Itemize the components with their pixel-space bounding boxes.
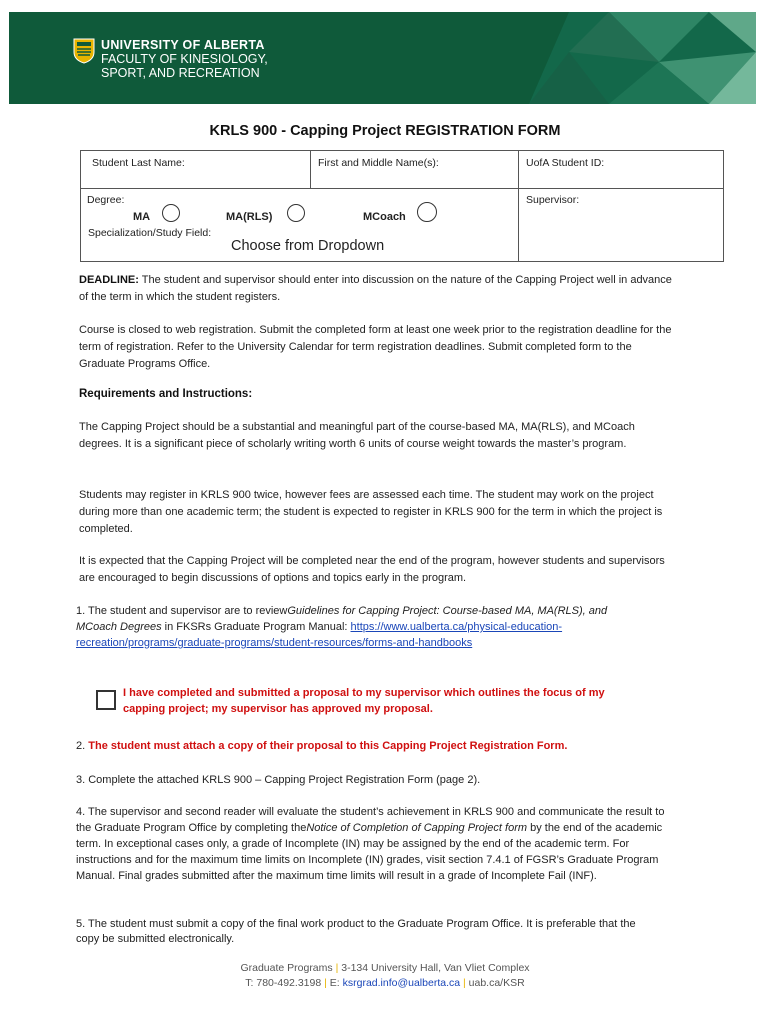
last-name-field[interactable] — [80, 150, 311, 189]
item4-post: by the end of the academic term. In exceptional cases only, a grade of Incomplete (IN) may be assigned by the end of the academic term. For instructions and for the maximum time limits on Incomplete (IN) grades, visit section 7.4.1 of FGSR’s Graduate Program Manual. Final grades submitted after the maximum time limits will result in a grade of Incomplete Fail (INF). — [76, 822, 663, 882]
requirements-paragraph-3: It is expected that the Capping Project will be completed near the end of the program, however students and supervisors are encouraged to begin discussions of options and topics early in the program. — [79, 555, 665, 584]
item1-post: in FKSRs Graduate Program Manual: — [161, 621, 348, 633]
student-id-label: UofA Student ID: — [526, 157, 605, 169]
footer-web-link[interactable]: uab.ca/KSR — [468, 977, 525, 989]
deadline-paragraph — [79, 272, 679, 306]
registration-form-grid — [80, 150, 724, 262]
faculty-name-line2: SPORT, AND RECREATION — [101, 66, 260, 80]
ma-radio[interactable] — [162, 204, 180, 222]
item2-text: The student must attach a copy of their proposal to this Capping Project Registration Form. — [88, 740, 568, 752]
form-title: KRLS 900 - Capping Project REGISTRATION FORM — [209, 123, 561, 139]
instruction-item-2 — [76, 738, 676, 754]
deadline-label: DEADLINE: — [79, 274, 139, 286]
footer-line-2 — [0, 976, 770, 991]
guidelines-title: Guidelines for Capping Project: Course-based MA, MA(RLS), and MCoach Degrees — [76, 605, 608, 633]
mcoach-radio[interactable] — [417, 202, 437, 222]
footer-email-link[interactable]: ksrgrad.info@ualberta.ca — [342, 977, 461, 989]
footer-office: Graduate Programs — [240, 962, 333, 974]
header-banner — [9, 12, 756, 104]
degree-label: Degree: — [87, 194, 125, 206]
footer-email-prefix: E: — [329, 977, 340, 989]
item2-number: 2. — [76, 740, 86, 752]
ma-rls-radio[interactable] — [287, 204, 305, 222]
item4-text: 4. The supervisor and second reader will evaluate the student’s achievement in KRLS 900 and communicate the result to the Graduate Program Office by completing the — [76, 806, 665, 834]
requirements-paragraph-1: The Capping Project should be a substantial and meaningful part of the course-based MA, MA(RLS), and MCoach degrees. It is a significant piece of scholarly writing worth 6 units of course weight towards the master’s program. — [79, 421, 635, 450]
university-name: UNIVERSITY OF ALBERTA — [101, 38, 265, 52]
checkbox-statement: I have completed and submitted a proposal to my supervisor which outlines the focus of my capping project; my supervisor has approved my proposal. — [123, 687, 605, 715]
deadline-text: The student and supervisor should enter into discussion on the nature of the Capping Project well in advance of the term in which the student registers. — [79, 274, 672, 303]
instruction-item-3: 3. Complete the attached KRLS 900 – Capping Project Registration Form (page 2). — [76, 774, 481, 786]
degree-option-ma: MA — [133, 211, 151, 223]
degree-option-mcoach: MCoach — [363, 211, 406, 223]
instruction-item-1 — [76, 603, 646, 651]
last-name-label: Student Last Name: — [92, 157, 185, 169]
footer-separator: | — [335, 962, 339, 974]
faculty-logo-text — [101, 38, 268, 80]
footer-line-1 — [0, 961, 770, 976]
footer-separator: | — [463, 977, 466, 989]
supervisor-label: Supervisor: — [526, 194, 580, 206]
supervisor-field[interactable] — [518, 188, 724, 262]
footer-address: 3-134 University Hall, Van Vliet Complex — [341, 962, 530, 974]
notice-of-completion-title: Notice of Completion of Capping Project form — [306, 822, 528, 834]
university-crest-icon — [73, 38, 95, 64]
item1-text: 1. The student and supervisor are to review — [76, 605, 288, 617]
requirements-heading: Requirements and Instructions: — [79, 388, 253, 400]
forms-handbooks-link[interactable]: https://www.ualberta.ca/physical-education-recreation/programs/graduate-programs/student-resources/forms-and-handbooks — [76, 621, 563, 649]
requirements-paragraph-2: Students may register in KRLS 900 twice, however fees are assessed each time. The student may work on the project during more than one academic term; the student is expected to register in KRLS 900 for the term in which the project is completed. — [79, 489, 663, 535]
degree-option-ma-rls: MA(RLS) — [226, 211, 273, 223]
student-id-field[interactable] — [518, 150, 724, 189]
instruction-item-4 — [76, 804, 671, 884]
proposal-approved-checkbox[interactable] — [96, 690, 116, 710]
footer-separator: | — [324, 977, 327, 989]
closed-registration-paragraph: Course is closed to web registration. Submit the completed form at least one week prior to the registration deadline for the term of registration. Refer to the University Calendar for term registration deadlines. Submit completed form to the Graduate Programs Office. — [79, 324, 672, 370]
specialization-label: Specialization/Study Field: — [88, 227, 212, 239]
specialization-dropdown[interactable]: Choose from Dropdown — [231, 238, 385, 254]
footer-phone: T: 780-492.3198 — [245, 977, 322, 989]
instruction-item-5: 5. The student must submit a copy of the final work product to the Graduate Program Office. It is preferable that the copy be submitted electronically. — [76, 918, 636, 945]
first-name-field[interactable] — [310, 150, 519, 189]
first-name-label: First and Middle Name(s): — [318, 157, 439, 169]
faculty-name-line1: FACULTY OF KINESIOLOGY, — [101, 52, 268, 66]
